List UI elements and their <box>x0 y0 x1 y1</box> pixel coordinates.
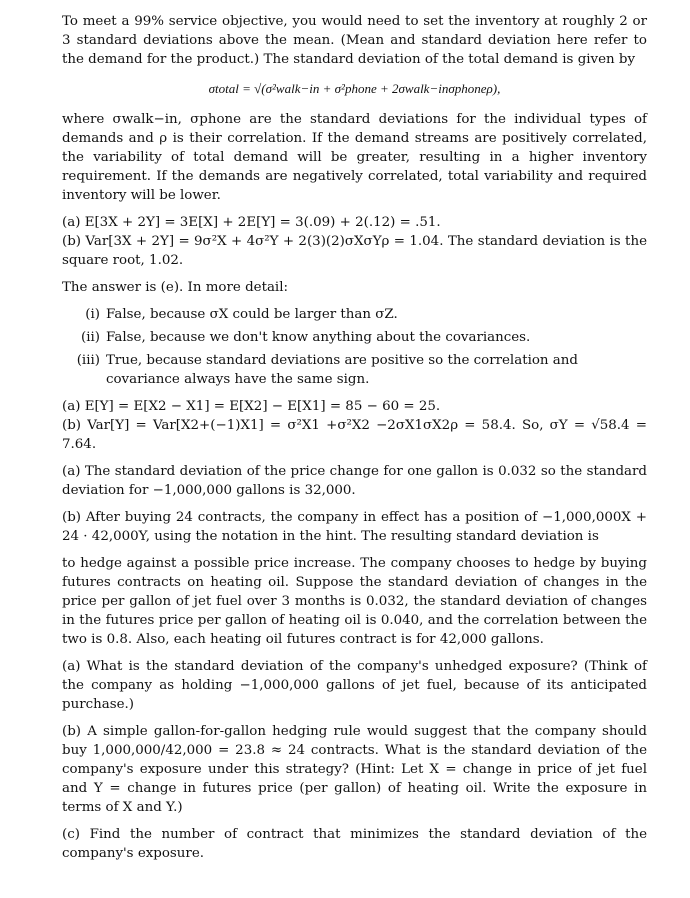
answer-1b: (b) Var[3X + 2Y] = 9σ²X + 4σ²Y + 2(3)(2)σXσYρ = 1.04. The standard deviation is the square root, 1.02. <box>62 234 647 268</box>
document-page <box>62 12 647 863</box>
intro-paragraph: To meet a 99% service objective, you would need to set the inventory at roughly 2 or 3 standard deviations above the mean. (Mean and standard deviation here refer to the demand for the product.) The standard deviation of the total demand is given by <box>62 14 647 67</box>
problem-part-b: (b) A simple gallon-for-gallon hedging rule would suggest that the company should buy 1,000,000/42,000 = 23.8 ≈ 24 contracts. What is the standard deviation of the company's exposure under this strategy? (Hint: Let X = change in price of jet fuel and Y = change in futures price (per gallon) of heating oil. Write the exposure in terms of X and Y.) <box>62 724 647 815</box>
item-text: False, because we don't know anything about the covariances. <box>106 330 531 345</box>
problem-part-c: (c) Find the number of contract that minimizes the standard deviation of the company's exposure. <box>62 827 647 861</box>
explanation-paragraph: where σwalk−in, σphone are the standard deviations for the individual types of demands and ρ is their correlation. If the demand streams are positively correlated, the variability of total demand will be greater, resulting in a higher inventory requirement. If the demands are negatively correlated, total variability and required inventory will be lower. <box>62 112 647 203</box>
item-label: (i) <box>85 307 100 322</box>
answer-3a: (a) The standard deviation of the price change for one gallon is 0.032 so the standard deviation for −1,000,000 gallons is 32,000. <box>62 464 647 498</box>
answer-1a: (a) E[3X + 2Y] = 3E[X] + 2E[Y] = 3(.09) + 2(.12) = .51. <box>62 215 441 230</box>
item-label: (iii) <box>76 353 100 368</box>
list-item <box>68 328 647 347</box>
answer-3b: (b) After buying 24 contracts, the company in effect has a position of −1,000,000X + 24 · 42,000Y, using the notation in the hint. The resulting standard deviation is <box>62 510 647 544</box>
answer-2a: (a) E[Y] = E[X2 − X1] = E[X2] − E[X1] = 85 − 60 = 25. <box>62 399 441 414</box>
list-item <box>68 351 647 389</box>
answer-item-list <box>68 305 647 389</box>
item-text: True, because standard deviations are positive so the correlation and covariance always have the same sign. <box>106 353 578 387</box>
hedge-problem-text: to hedge against a possible price increase. The company chooses to hedge by buying futures contracts on heating oil. Suppose the standard deviation of changes in the price per gallon of jet fuel over 3 months is 0.032, the standard deviation of changes in the futures price per gallon of heating oil is 0.040, and the correlation between the two is 0.8. Also, each heating oil futures contract is for 42,000 gallons. <box>62 556 647 647</box>
total-std-formula: σtotal = √(σ²walk−in + σ²phone + 2σwalk−inσphoneρ), <box>208 81 501 96</box>
item-label: (ii) <box>80 330 100 345</box>
answer-intro: The answer is (e). In more detail: <box>62 280 289 295</box>
answer-2b: (b) Var[Y] = Var[X2+(−1)X1] = σ²X1 +σ²X2 −2σX1σX2ρ = 58.4. So, σY = √58.4 = 7.64. <box>62 418 647 452</box>
problem-part-a: (a) What is the standard deviation of the company's unhedged exposure? (Think of the company as holding −1,000,000 gallons of jet fuel, because of its anticipated purchase.) <box>62 659 647 712</box>
item-text: False, because σX could be larger than σZ. <box>106 307 398 322</box>
list-item <box>68 305 647 324</box>
